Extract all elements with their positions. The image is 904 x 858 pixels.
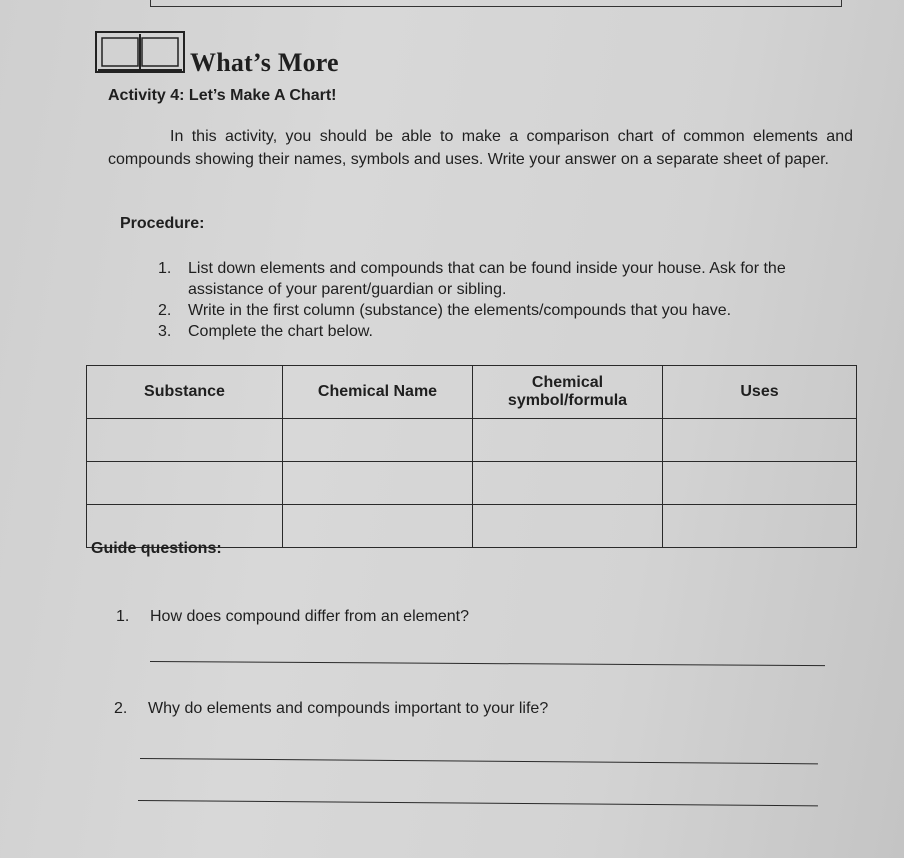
question-number: 1. — [116, 608, 130, 625]
intro-text: In this activity, you should be able to make a comparison chart of common elements and compounds showing their names, symbols and uses. Write your answer on a separate sheet of paper. — [108, 128, 853, 168]
question-number: 2. — [114, 700, 128, 717]
chart-cell[interactable] — [663, 462, 857, 505]
header-chemical-name: Chemical Name — [283, 366, 473, 419]
intro-paragraph — [108, 125, 853, 171]
chart-cell[interactable] — [663, 505, 857, 548]
procedure-steps — [158, 258, 848, 342]
answer-line[interactable] — [150, 661, 825, 666]
procedure-step — [158, 258, 848, 300]
step-text: Complete the chart below. — [188, 323, 373, 340]
chart-cell[interactable] — [87, 462, 283, 505]
question-text: How does compound differ from an element? — [150, 608, 469, 625]
chart-cell[interactable] — [473, 462, 663, 505]
chart-cell[interactable] — [663, 419, 857, 462]
chart-row — [87, 419, 857, 462]
chart-cell[interactable] — [283, 462, 473, 505]
step-text: Write in the first column (substance) the elements/compounds that you have. — [188, 302, 732, 319]
step-number: 1. — [158, 260, 172, 277]
open-book-icon — [94, 30, 186, 74]
section-title: What’s More — [190, 48, 339, 77]
chart-cell[interactable] — [473, 505, 663, 548]
guide-question — [116, 608, 469, 626]
top-border — [150, 0, 842, 7]
comparison-chart — [86, 365, 857, 548]
chart-cell[interactable] — [283, 505, 473, 548]
header-substance: Substance — [87, 366, 283, 419]
guide-questions-label: Guide questions: — [91, 540, 222, 557]
chart-cell[interactable] — [87, 419, 283, 462]
activity-title: Activity 4: Let’s Make A Chart! — [108, 87, 337, 104]
procedure-label: Procedure: — [120, 215, 205, 232]
answer-line[interactable] — [140, 758, 818, 764]
question-text: Why do elements and compounds important to your life? — [148, 700, 549, 717]
step-text: List down elements and compounds that can be found inside your house. Ask for the assistance of your parent/guardian or sibling. — [188, 260, 786, 298]
procedure-step — [158, 321, 848, 342]
chart-row — [87, 462, 857, 505]
chart-cell[interactable] — [283, 419, 473, 462]
header-uses: Uses — [663, 366, 857, 419]
procedure-step — [158, 300, 848, 321]
guide-question — [114, 700, 548, 718]
chart-header-row — [87, 366, 857, 419]
step-number: 3. — [158, 323, 172, 340]
header-symbol-formula: Chemical symbol/formula — [473, 366, 663, 419]
answer-line[interactable] — [138, 800, 818, 806]
chart-cell[interactable] — [473, 419, 663, 462]
step-number: 2. — [158, 302, 172, 319]
